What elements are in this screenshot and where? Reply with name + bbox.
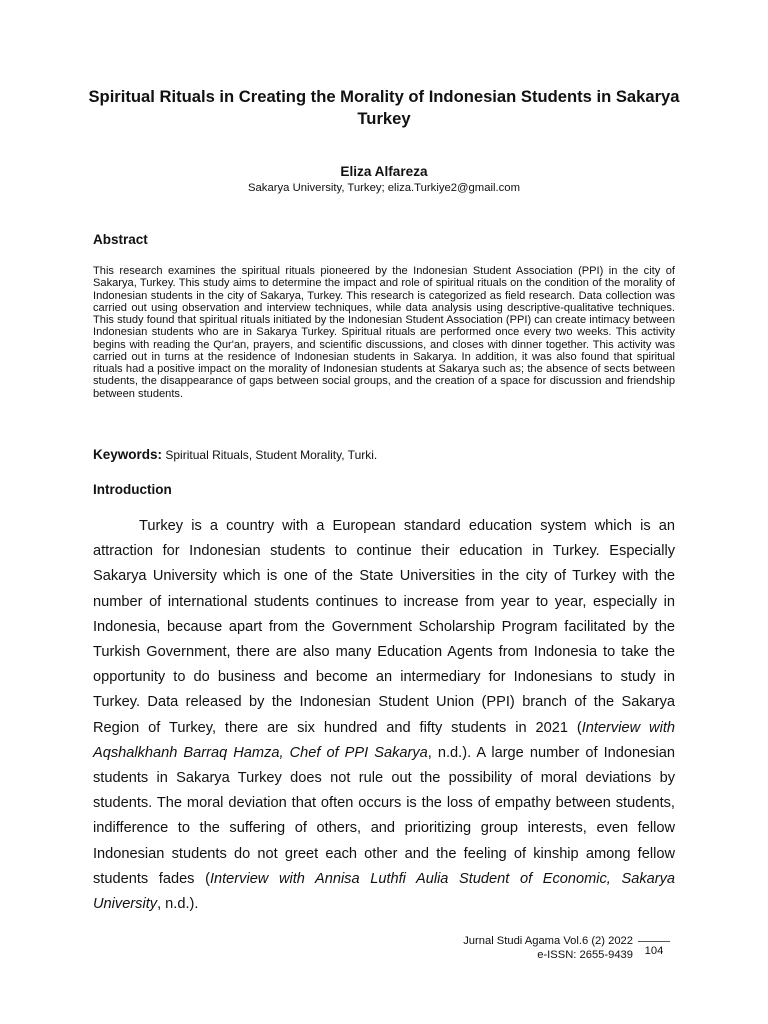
keywords-line <box>93 446 675 464</box>
footer-journal-info <box>93 935 633 962</box>
intro-text-3: , n.d.). <box>157 896 199 913</box>
footer-issn: e-ISSN: 2655-9439 <box>537 948 633 961</box>
keywords-label: Keywords: <box>93 447 163 462</box>
introduction-paragraph <box>93 514 675 917</box>
intro-text-1: Turkey is a country with a European standard education system which is an attraction for Indonesian students to continue their education in Turkey. Especially Sakarya University which is one of the State Universities in the city of Turkey with the number of international students continues to increase from year to year, especially in Indonesia, because apart from the Government Scholarship Program facilitated by the Turkish Government, there are also many Education Agents from Indonesia to take the opportunity to do business and become an intermediary for Indonesians to study in Turkey. Data released by the Indonesian Student Union (PPI) branch of the Sakarya Region of Turkey, there are six hundred and fifty students in 2021 ( <box>93 518 675 736</box>
intro-citation-2: Interview with Annisa Luthfi Aulia Student of Economic, Sakarya University <box>93 870 676 913</box>
paper-title: Spiritual Rituals in Creating the Morality of Indonesian Students in Sakarya Turkey <box>88 87 680 128</box>
abstract-heading: Abstract <box>93 232 148 247</box>
abstract-text: This research examines the spiritual rituals pioneered by the Indonesian Student Association (PPI) in the city of Sakarya, Turkey. This study aims to determine the impact and role of spiritual rituals on the condition of the morality of Indonesian students in the city of Sakarya, Turkey. This research is categorized as field research. Data collection was carried out using observation and interview techniques, while data analysis using descriptive-qualitative techniques. This study found that spiritual rituals initiated by the Indonesian Student Association (PPI) can create intimacy between Indonesian students who are in Sakarya Turkey. Spiritual rituals are performed once every two weeks. This activity begins with reading the Qur'an, prayers, and scientific discussions, and closes with dinner together. This activity was carried out in turns at the residence of Indonesian students in Sakarya. In addition, it was also found that spiritual rituals had a positive impact on the morality of Indonesian students at Sakarya such as; the absence of sects between students, the disappearance of gaps between social groups, and the creation of a space for discussion and friendship between students. <box>93 265 675 400</box>
introduction-heading: Introduction <box>93 482 172 497</box>
author-name: Eliza Alfareza <box>340 164 428 179</box>
keywords-value: Spiritual Rituals, Student Morality, Turki. <box>165 448 378 462</box>
author-affiliation: Sakarya University, Turkey; eliza.Turkiye2@gmail.com <box>247 182 520 194</box>
intro-citation-1: Interview with Aqshalkhanh Barraq Hamza, Chef of PPI Sakarya <box>93 719 675 761</box>
footer-journal: Jurnal Studi Agama Vol.6 (2) 2022 <box>463 935 633 947</box>
intro-text-2: , n.d.). A large number of Indonesian students in Sakarya Turkey does not rule out the possibility of moral deviations by students. The moral deviation that often occurs is the loss of empathy between students, indifference to the suffering of others, and prioritizing group interests, even fellow Indonesian students do not greet each other and the feeling of kinship among fellow students fades ( <box>93 744 675 887</box>
page-number: 104 <box>638 941 670 958</box>
